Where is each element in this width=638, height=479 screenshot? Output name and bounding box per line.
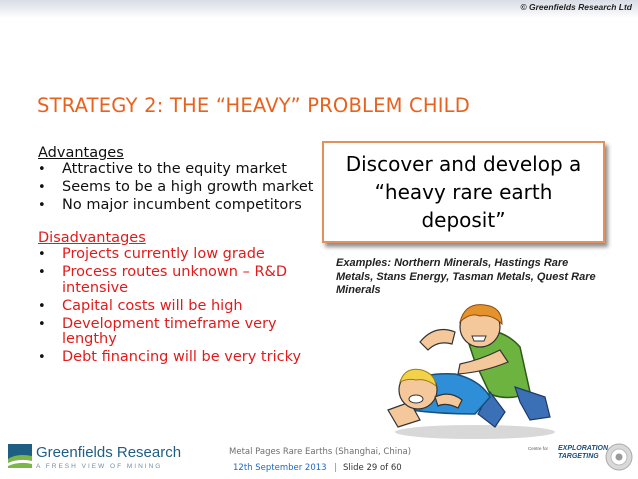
disadvantage-text: Debt financing will be very tricky [62, 349, 302, 365]
partner-small-text: Centre for [528, 446, 549, 451]
list-item [38, 299, 328, 315]
wrestling-children-illustration [380, 302, 560, 442]
list-item [38, 265, 328, 296]
bullet-icon: • [38, 350, 46, 365]
advantage-text: Attractive to the equity market [62, 161, 287, 177]
callout-box [322, 141, 605, 243]
advantages-heading: Advantages [38, 145, 124, 161]
disadvantages-heading: Disadvantages [38, 230, 146, 246]
bullet-icon: • [38, 198, 46, 213]
event-name: Metal Pages Rare Earths (Shanghai, China) [229, 447, 412, 457]
greenfields-logo-icon [7, 443, 33, 469]
list-item [38, 198, 328, 214]
brand-tagline: A FRESH VIEW OF MINING [36, 463, 163, 470]
list-item [38, 180, 328, 196]
list-item [38, 162, 328, 178]
event-date: 12th September 2013 [233, 463, 327, 473]
left-column [38, 145, 328, 368]
list-item [38, 350, 328, 366]
disadvantage-text: Process routes unknown – R&D intensive [62, 264, 287, 296]
advantages-list [38, 162, 328, 214]
footer-separator: | [334, 463, 337, 473]
disadvantage-text: Projects currently low grade [62, 246, 265, 262]
blue-kid-mouth [409, 395, 423, 403]
green-kid-mouth [472, 336, 486, 341]
bullet-icon: • [38, 247, 46, 262]
disadvantage-text: Development timeframe very lengthy [62, 315, 277, 347]
green-kid-leg [515, 387, 550, 420]
copyright-notice: © Greenfields Research Ltd [520, 2, 632, 12]
slide-title: STRATEGY 2: THE “HEAVY” PROBLEM CHILD [37, 94, 470, 117]
shadow [395, 425, 555, 439]
green-kid-arm [420, 330, 455, 350]
disadvantages-list [38, 247, 328, 366]
bullet-icon: • [38, 298, 46, 314]
disadvantage-text: Capital costs will be high [62, 297, 243, 314]
slide-number: Slide 29 of 60 [343, 463, 402, 473]
bullet-icon: • [38, 316, 46, 332]
advantage-text: No major incumbent competitors [62, 197, 302, 213]
bullet-icon: • [38, 265, 46, 280]
examples-text: Examples: Northern Minerals, Hastings Rare Metals, Stans Energy, Tasman Metals, Quest Rare Minerals [336, 257, 596, 296]
bullet-icon: • [38, 180, 46, 195]
brand-name: Greenfields Research [36, 444, 182, 461]
list-item [38, 247, 328, 263]
callout-text: Discover and develop a “heavy rare earth deposit” [345, 152, 582, 232]
bullet-icon: • [38, 162, 46, 177]
partner-name: EXPLORATION TARGETING [558, 445, 609, 460]
list-item [38, 317, 328, 348]
header-bar [0, 0, 638, 18]
advantage-text: Seems to be a high growth market [62, 179, 314, 195]
circular-badge-icon [605, 443, 633, 471]
partner-logo [528, 444, 609, 466]
